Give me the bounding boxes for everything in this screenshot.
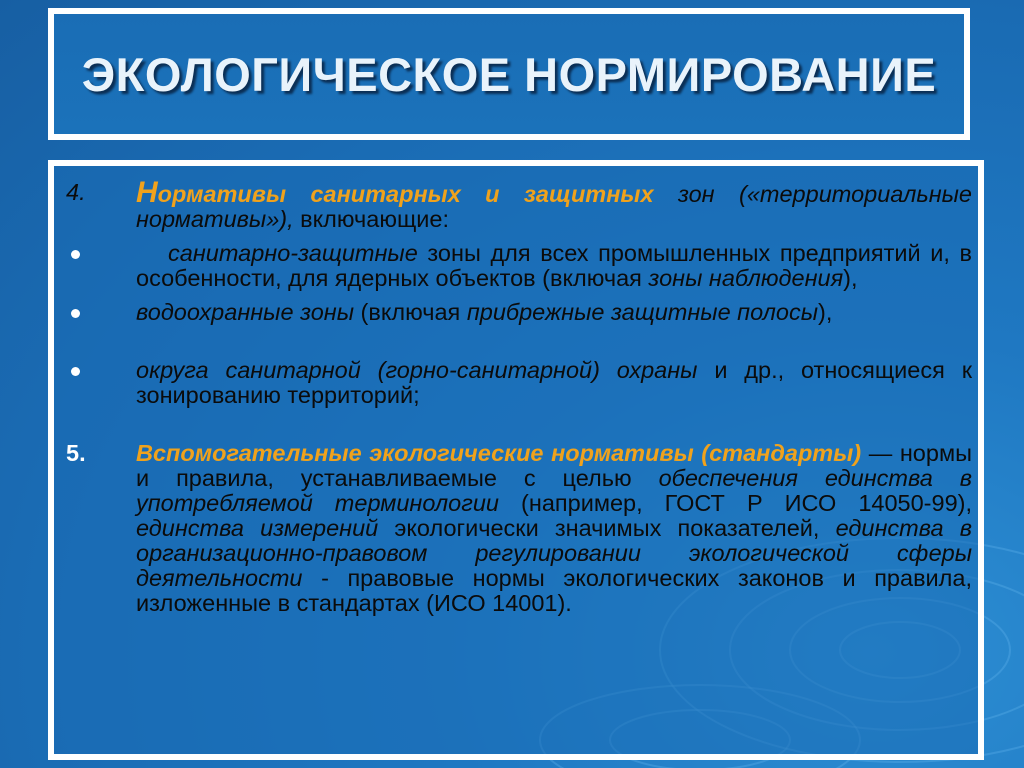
bullet-item (66, 300, 972, 325)
item-4-subtitle-plain: включающие: (293, 206, 450, 232)
bullet-item (66, 358, 972, 408)
bullet-item (66, 241, 972, 291)
item-5 (66, 441, 972, 616)
item-5-text-italic: единства в организационно-правовом регулировании экологической сферы деятельности (136, 515, 972, 591)
bullet-text-italic: зоны наблюдения (648, 265, 844, 291)
item-4 (66, 176, 972, 232)
item-4-head-tail: зон (653, 181, 715, 207)
bullet-text-italic: прибрежные защитные полосы (466, 299, 819, 325)
bullet-text-italic: санитарно-защитные (168, 240, 418, 266)
bullet-text-italic: водоохранные зоны (136, 299, 355, 325)
bullet-text: и др., относящиеся к зонированию территорий; (136, 357, 972, 408)
item-4-number: 4. (66, 179, 86, 205)
item-5-text: - правовые нормы экологических законов и правила, изложенные в стандартах (ИСО 14001). (136, 565, 972, 616)
bullet-dot-icon (71, 309, 80, 318)
item-5-text: экологически значимых показателей, (378, 515, 836, 541)
bullet-dot-icon (71, 367, 80, 376)
item-5-text: (например, ГОСТ Р ИСО 14050-99), (498, 490, 972, 516)
content-frame (48, 160, 984, 760)
bullet-text: зоны для всех промышленных предприятий и, в особенности, для ядерных объектов (включая (136, 240, 972, 291)
item-4-head-rest: ормативы санитарных и защитных (157, 181, 654, 207)
item-5-text: — нормы и правила, устанавливаемые с целью (136, 440, 972, 491)
item-5-heading: Вспомогательные экологические нормативы (стандарты) (136, 440, 862, 466)
bullet-dot-icon (71, 250, 80, 259)
content-text (66, 176, 972, 616)
page-title: ЭКОЛОГИЧЕСКОЕ НОРМИРОВАНИЕ (81, 47, 937, 101)
item-5-number: 5. (66, 440, 86, 466)
item-5-text-italic: обеспечения единства в употребляемой терминологии (136, 465, 972, 516)
bullet-text: (включая (354, 299, 467, 325)
bullet-text: ), (843, 265, 858, 291)
item-4-subtitle-italic: («территориальные нормативы»), (136, 181, 972, 232)
item-4-head-initial: Н (136, 176, 158, 209)
item-5-text-italic: единства измерений (136, 515, 379, 541)
bullet-text: ), (818, 299, 833, 325)
title-frame (48, 8, 970, 140)
bullet-text-italic: округа санитарной (горно-санитарной) охраны (136, 357, 698, 383)
